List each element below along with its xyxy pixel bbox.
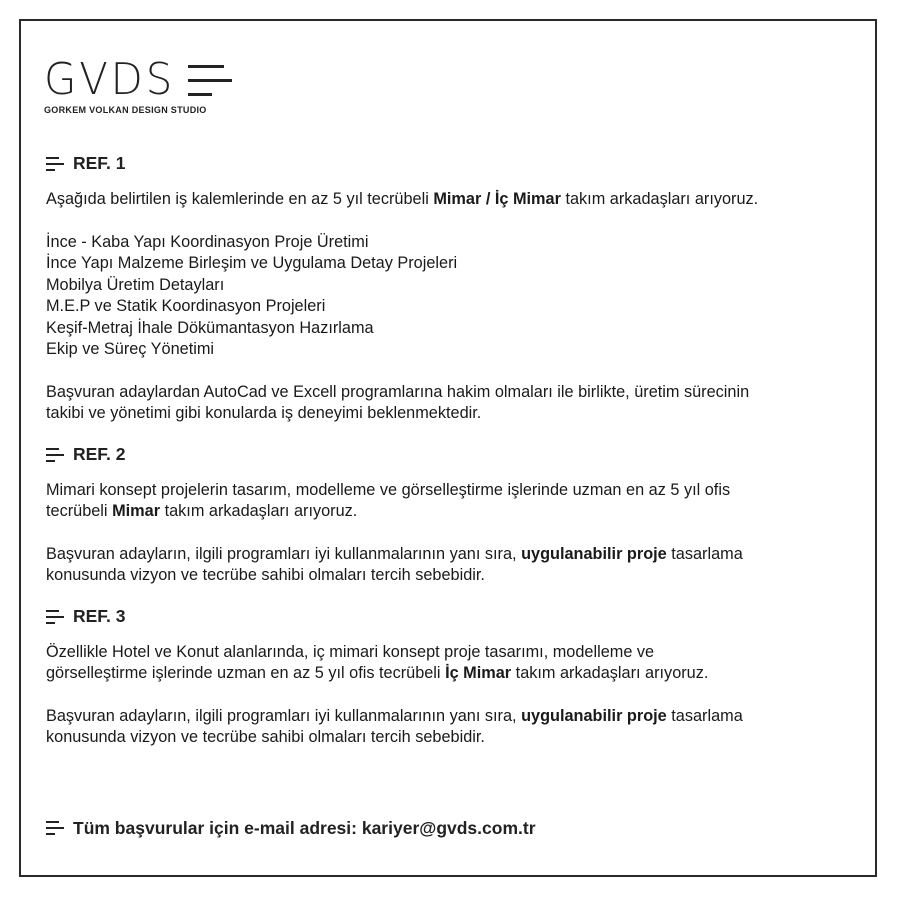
ref3-intro: Özellikle Hotel ve Konut alanlarında, iç mimari konsept proje tasarımı, modelleme ve görselleştirme işlerinde uzman en az 5 yıl ofis tecrübeli İç Mimar takım arkadaşları arıyoruz.	[46, 642, 709, 682]
ref3-heading	[46, 603, 866, 631]
menu-lines-icon	[46, 610, 64, 624]
ref1-task-list	[46, 232, 866, 361]
ref2-role: Mimar	[112, 502, 161, 520]
list-item: Mobilya Üretim Detayları	[46, 275, 225, 294]
ref1-role: Mimar / İç Mimar	[433, 190, 561, 208]
list-item: Keşif-Metraj İhale Dökümantasyon Hazırlama	[46, 318, 374, 337]
contact-footer	[46, 814, 536, 842]
list-item: Ekip ve Süreç Yönetimi	[46, 340, 215, 358]
ref2-heading	[46, 441, 866, 469]
logo	[44, 54, 232, 115]
ref3-title: REF. 3	[73, 605, 126, 626]
ref1-heading	[46, 150, 866, 178]
list-item: İnce - Kaba Yapı Koordinasyon Proje Üretimi	[46, 232, 369, 251]
ref1-intro: Aşağıda belirtilen iş kalemlerinde en az 5 yıl tecrübeli Mimar / İç Mimar takım arkadaşları arıyoruz.	[46, 190, 759, 208]
ref2-preference: Başvuran adayların, ilgili programları iyi kullanmalarının yanı sıra, uygulanabilir proje tasarlama konusunda vizyon ve tecrübe sahibi olmaları tercih sebebidir.	[46, 544, 743, 584]
logo-wordmark: GVDS	[44, 54, 176, 105]
list-item: M.E.P ve Statik Koordinasyon Projeleri	[46, 297, 326, 315]
ref1-title: REF. 1	[73, 153, 126, 174]
menu-lines-icon	[46, 448, 64, 462]
logo-subtitle: GORKEM VOLKAN DESIGN STUDIO	[44, 105, 207, 115]
menu-lines-icon	[46, 821, 64, 835]
ref2-title: REF. 2	[73, 443, 126, 464]
ref1-requirements: Başvuran adaylardan AutoCad ve Excell programlarına hakim olmaları ile birlikte, üretim sürecinin takibi ve yönetimi gibi konularda iş deneyimi beklenmektedir.	[46, 382, 750, 422]
ref2-intro: Mimari konsept projelerin tasarım, modelleme ve görselleştirme işlerinde uzman en az 5 yıl ofis tecrübeli Mimar takım arkadaşları arıyoruz.	[46, 480, 731, 520]
list-item: İnce Yapı Malzeme Birleşim ve Uygulama Detay Projeleri	[46, 254, 458, 272]
job-postings	[46, 150, 866, 749]
contact-email-text: Tüm başvurular için e-mail adresi: kariyer@gvds.com.tr	[73, 817, 536, 838]
ref3-preference: Başvuran adayların, ilgili programları iyi kullanmalarının yanı sıra, uygulanabilir proje tasarlama konusunda vizyon ve tecrübe sahibi olmaları tercih sebebidir.	[46, 706, 743, 746]
menu-lines-icon	[188, 62, 232, 98]
menu-lines-icon	[46, 157, 64, 171]
ref3-role: İç Mimar	[445, 664, 512, 682]
